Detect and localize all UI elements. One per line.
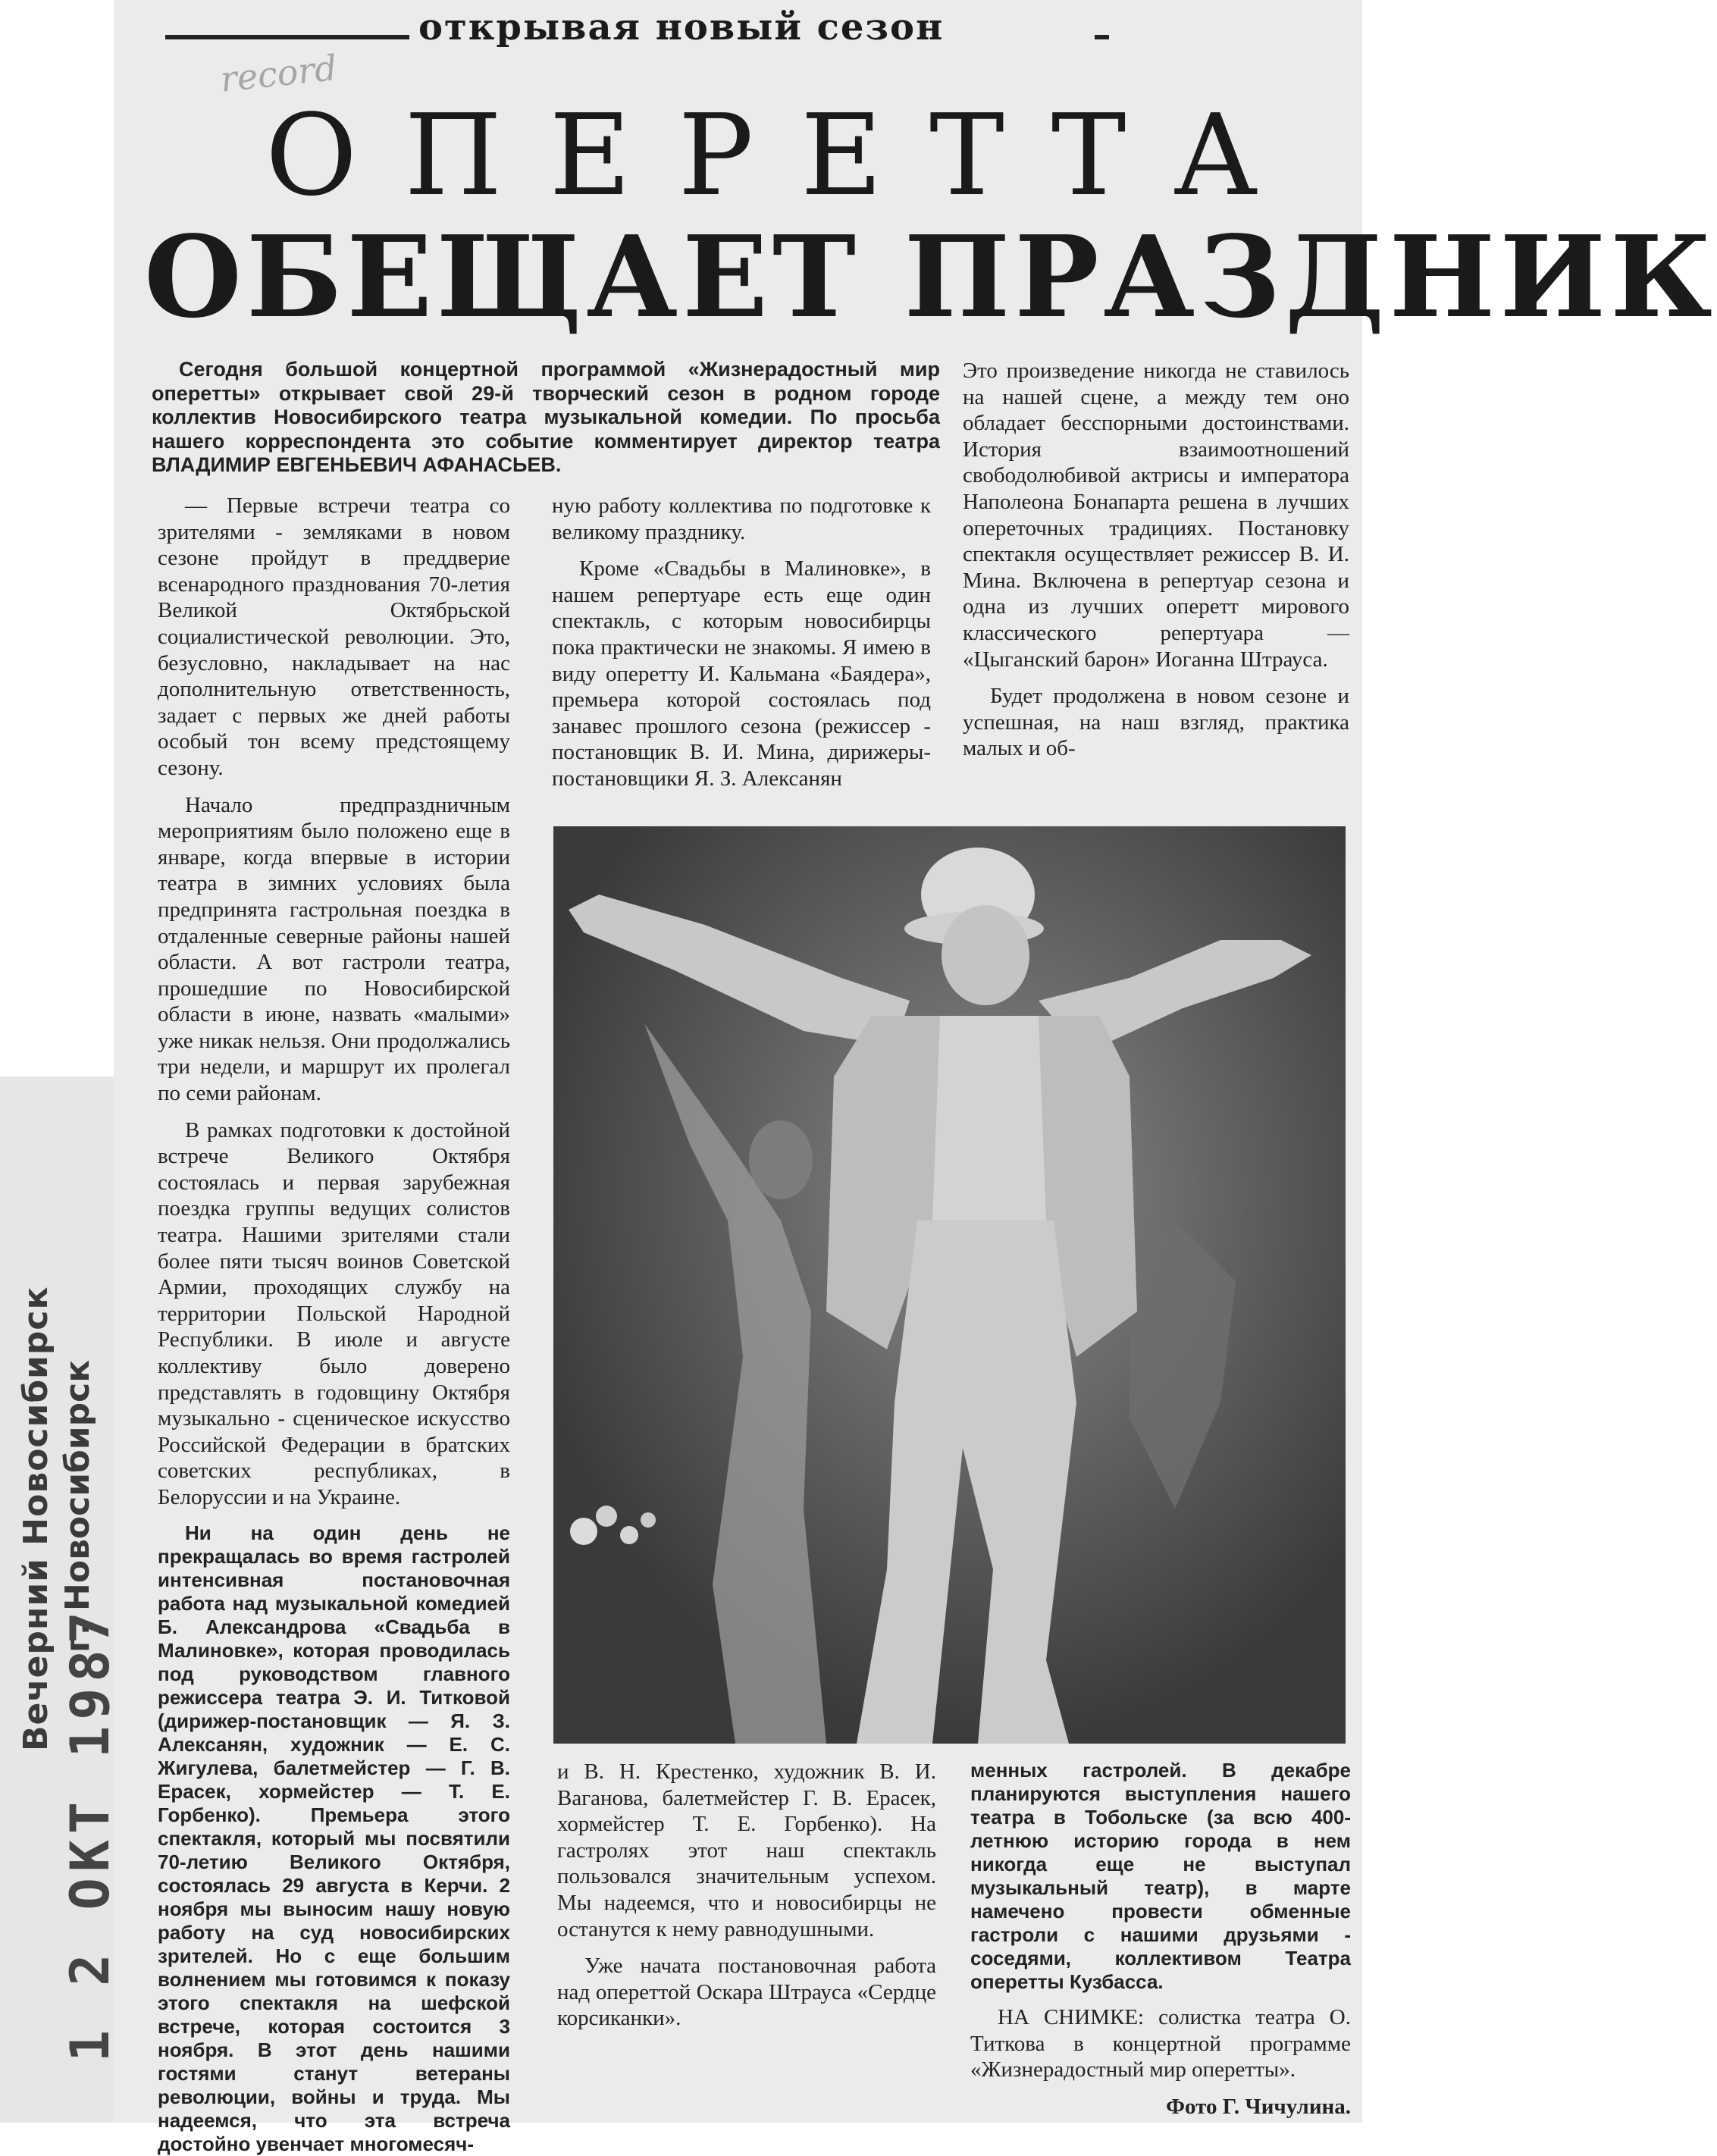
paragraph: Будет продолжена в новом сезоне и успешная, на наш взгляд, практика малых и об- xyxy=(963,684,1349,761)
photo-caption: НА СНИМКЕ: солистка театра О. Титкова в концертной программе «Жизнерадостный мир оперетты». xyxy=(970,2005,1351,2082)
paragraph: и В. Н. Крестенко, художник В. И. Ваганова, балетмейстер Г. В. Ерасек, хормейстер Т. Е. Горбенко). На гастролях этот наш спектакль пользовался значительным успехом. Мы надеемся, что и новосибирцы не останутся к нему равнодушными. xyxy=(557,1760,936,1941)
stage-photo xyxy=(553,826,1346,1744)
article-column-2-continued xyxy=(557,1759,936,2111)
article-column-3 xyxy=(963,358,1349,828)
photo-credit: Фото Г. Чичулина. xyxy=(1166,2094,1351,2119)
paragraph: менных гастролей. В декабре планируются выступления нашего театра в Тобольске (за всю 400-летнюю историю города в нем никогда еще не выступал музыкальный театр), в марте намечено провести обменные гастроли с нашими друзьями - соседями, коллективом Театра оперетты Кузбасса. xyxy=(970,1759,1351,1993)
article-column-3-continued xyxy=(970,1759,1351,2119)
stage-photo-illustration xyxy=(553,826,1346,1744)
lead-paragraph xyxy=(152,358,940,479)
headline-line1: ОПЕРЕТТА xyxy=(265,90,1305,221)
rubric-heading: открывая новый сезон xyxy=(409,5,1095,50)
lead-text: Сегодня большой концертной программой «Жизнерадостный мир оперетты» открывает свой 29-й творческий сезон в родном городе коллектив Новосибирского театра музыкальной комедии. По просьба нашего корреспондента это событие комментирует директор театра ВЛАДИМИР ЕВГЕНЬЕВИЧ АФАНАСЬЕВ. xyxy=(152,358,940,476)
newspaper-name: Вечерний Новосибирск xyxy=(17,1286,55,1751)
headline-line2: ОБЕЩАЕТ ПРАЗДНИК xyxy=(144,211,1717,343)
article-column-2 xyxy=(552,493,931,826)
paragraph: — Первые встречи театра со зрителями - земляками в новом сезоне пройдут в преддверие всенародного празднования 70-летия Великой Октябрьской социалистической революции. Это, безусловно, накладывает на нас дополнительную ответственность, задает с первых же дней работы особый тон всему предстоящему сезону. xyxy=(158,494,510,780)
article-column-1 xyxy=(158,493,510,2155)
handwritten-note: record xyxy=(218,47,339,100)
paragraph: Кроме «Свадьбы в Малиновке», в нашем репертуаре есть еще один спектакль, с которым новосибирцы пока практически не знакомы. Я имею в виду оперетту И. Кальмана «Баядера», премьера которой состоялась под занавес прошлого сезона (режиссер - постановщик В. И. Мина, дирижеры-постановщики Я. З. Алексанян xyxy=(552,556,931,791)
paragraph: ную работу коллектива по подготовке к великому празднику. xyxy=(552,494,931,544)
paragraph: Уже начата постановочная работа над опереттой Оскара Штрауса «Сердце корсиканки». xyxy=(557,1954,936,2031)
paragraph: В рамках подготовки к достойной встрече Великого Октября состоялась и первая зарубежная поездка группы ведущих солистов театра. Нашими зрителями стали более пяти тысяч воинов Советской Армии, проходящих службу на территории Польской Народной Республики. В июле и августе коллективу было доверено представлять в годовщину Октября музыкально - сценическое искусство Российской Федерации в братских советских республиках, в Белоруссии и на Украине. xyxy=(158,1117,510,1509)
newspaper-city: г. Новосибирск xyxy=(58,1359,97,1653)
date-stamp: 1 2 ОКТ 1987 xyxy=(59,1606,121,2062)
paragraph: Ни на один день не прекращалась во время гастролей интенсивная постановочная работа над музыкальной комедией Б. Александрова «Свадьба в Малиновке», которая проводилась под руководством главного режиссера театра Э. И. Титковой (дирижер-постановщик — Я. З. Алексанян, художник — Е. С. Жигулева, балетмейстер — Г. В. Ерасек, хормейстер — Т. Е. Горбенко). Премьера этого спектакля, который мы посвятили 70-летию Великого Октября, состоялась 29 августа в Керчи. 2 ноября мы выносим нашу новую работу на суд новосибирских зрителей. Но с еще большим волнением мы готовимся к показу этого спектакля на шефской встрече, которая состоится 3 ноября. В этот день нашими гостями станут ветераны революции, войны и труда. Мы надеемся, что эта встреча достойно увенчает многомесяч- xyxy=(158,1521,510,2155)
paragraph: Начало предпраздничным мероприятиям было положено еще в январе, когда впервые в истории театра в зимних условиях была предпринята гастрольная поездка в отдаленные северные районы нашей области. А вот гастроли театра, прошедшие по Новосибирской области в июне, назвать «малыми» уже никак нельзя. Они продолжались три недели, и маршрут их пролегал по семи районам. xyxy=(158,792,510,1106)
paragraph: Это произведение никогда не ставилось на нашей сцене, а между тем оно обладает бесспорными достоинствами. История взаимоотношений свободолюбивой актрисы и императора Наполеона Бонапарта решена в лучших опереточных традициях. Постановку спектакля осуществляет режиссер В. И. Мина. Включена в репертуар сезона и одна из лучших оперетт мирового классического репертуара — «Цыганский барон» Иоганна Штрауса. xyxy=(963,359,1349,672)
